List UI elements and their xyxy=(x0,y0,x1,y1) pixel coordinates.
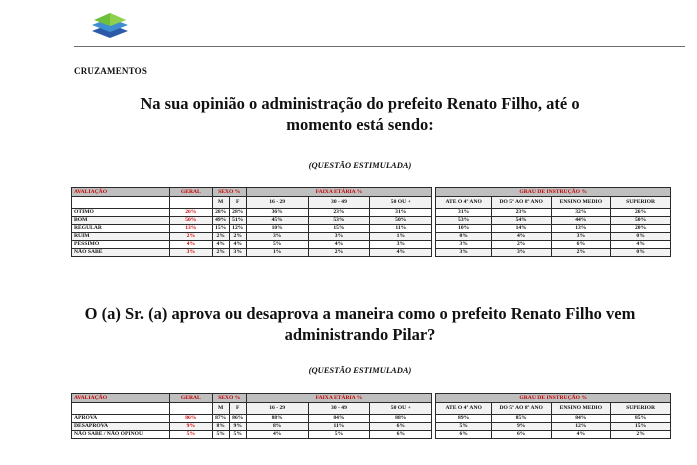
cell-f: 4% xyxy=(229,241,246,249)
cell-edu-ate-4: 3% xyxy=(436,241,491,249)
cell-edu-5-8: 4% xyxy=(491,233,551,241)
cell-edu-ate-4: 89% xyxy=(436,415,491,423)
question-1-title-line-1: Na sua opinião o administração do prefeito Renato Filho, até o xyxy=(140,94,580,113)
subheader-f: F xyxy=(229,403,246,415)
subheader-blank xyxy=(170,197,213,209)
section-label: CRUZAMENTOS xyxy=(74,66,148,76)
cell-age-30-49: 53% xyxy=(308,217,370,225)
col-header-avaliacao: AVALIAÇÃO xyxy=(72,188,170,197)
cell-age-30-49: 4% xyxy=(308,241,370,249)
cell-edu-medio: 44% xyxy=(551,217,611,225)
col-header-geral: GERAL xyxy=(170,188,213,197)
row-label: NÃO SABE xyxy=(72,249,170,257)
cell-edu-ate-4: 0% xyxy=(436,233,491,241)
cell-m: 5% xyxy=(212,431,229,439)
cell-f: 28% xyxy=(229,209,246,217)
cell-edu-5-8: 23% xyxy=(491,209,551,217)
row-label: RUIM xyxy=(72,233,170,241)
cell-age-50-plus: 50% xyxy=(370,217,432,225)
subheader-edu-medio: ENSINO MEDIO xyxy=(551,403,611,415)
cell-f: 2% xyxy=(229,233,246,241)
subheader-blank xyxy=(72,197,170,209)
cell-m: 2% xyxy=(212,249,229,257)
cell-age-50-plus: 11% xyxy=(370,225,432,233)
col-header-geral: GERAL xyxy=(170,394,213,403)
cell-m: 4% xyxy=(212,241,229,249)
cell-age-30-49: 23% xyxy=(308,209,370,217)
cell-f: 51% xyxy=(229,217,246,225)
question-1-title-line-2: momento está sendo: xyxy=(286,115,434,134)
row-label: DESAPROVA xyxy=(72,423,170,431)
col-header-grau-instrucao: GRAU DE INSTRUÇÃO % xyxy=(436,394,671,403)
subheader-edu-superior: SUPERIOR xyxy=(611,403,671,415)
cell-m: 8% xyxy=(212,423,229,431)
cell-age-16-29: 4% xyxy=(246,431,308,439)
cell-geral: 9% xyxy=(170,423,213,431)
cell-age-16-29: 88% xyxy=(246,415,308,423)
cell-age-30-49: 2% xyxy=(308,249,370,257)
col-header-faixa-etaria: FAIXA ETÁRIA % xyxy=(246,188,431,197)
cell-edu-5-8: 85% xyxy=(491,415,551,423)
subheader-edu-5-8: DO 5º AO 8º ANO xyxy=(491,197,551,209)
cell-edu-5-8: 2% xyxy=(491,241,551,249)
question-1-title xyxy=(60,93,660,135)
company-logo-icon xyxy=(88,10,132,46)
cell-age-50-plus: 6% xyxy=(370,423,432,431)
question-2-title-line-1: O (a) Sr. (a) aprova ou desaprova a maneira como o prefeito Renato Filho vem xyxy=(84,304,636,323)
cell-geral: 5% xyxy=(170,431,213,439)
cell-f: 86% xyxy=(229,415,246,423)
table-row xyxy=(72,249,671,257)
cell-edu-ate-4: 6% xyxy=(436,431,491,439)
cell-edu-ate-4: 5% xyxy=(436,423,491,431)
cell-age-16-29: 10% xyxy=(246,225,308,233)
cell-geral: 13% xyxy=(170,225,213,233)
cell-edu-5-8: 3% xyxy=(491,249,551,257)
cell-geral: 4% xyxy=(170,241,213,249)
question-2-table xyxy=(71,393,671,439)
cell-edu-superior: 0% xyxy=(611,249,671,257)
cell-age-50-plus: 31% xyxy=(370,209,432,217)
cell-edu-ate-4: 53% xyxy=(436,217,491,225)
cell-edu-medio: 84% xyxy=(551,415,611,423)
cell-age-16-29: 8% xyxy=(246,423,308,431)
col-header-faixa-etaria: FAIXA ETÁRIA % xyxy=(246,394,431,403)
question-2-subtitle: (QUESTÃO ESTIMULADA) xyxy=(308,365,412,375)
table-row xyxy=(72,209,671,217)
subheader-edu-ate-4: ATE O 4º ANO xyxy=(436,197,491,209)
cell-age-50-plus: 1% xyxy=(370,233,432,241)
col-header-grau-instrucao: GRAU DE INSTRUÇÃO % xyxy=(436,188,671,197)
cell-m: 49% xyxy=(212,217,229,225)
cell-age-50-plus: 3% xyxy=(370,241,432,249)
subheader-age-30-49: 30 - 49 xyxy=(308,403,370,415)
cell-f: 9% xyxy=(229,423,246,431)
subheader-edu-5-8: DO 5º AO 8º ANO xyxy=(491,403,551,415)
cell-edu-superior: 4% xyxy=(611,241,671,249)
cell-f: 5% xyxy=(229,431,246,439)
subheader-age-16-29: 16 - 29 xyxy=(246,403,308,415)
cell-edu-5-8: 54% xyxy=(491,217,551,225)
cell-age-50-plus: 4% xyxy=(370,249,432,257)
subheader-blank xyxy=(170,403,213,415)
cell-edu-superior: 2% xyxy=(611,431,671,439)
subheader-age-30-49: 30 - 49 xyxy=(308,197,370,209)
header-divider xyxy=(74,46,685,47)
cell-age-16-29: 45% xyxy=(246,217,308,225)
cell-edu-superior: 20% xyxy=(611,225,671,233)
row-label: NÃO SABE / NÃO OPINOU xyxy=(72,431,170,439)
cell-edu-medio: 2% xyxy=(551,249,611,257)
question-1-table xyxy=(71,187,671,257)
table-row xyxy=(72,225,671,233)
cell-edu-superior: 50% xyxy=(611,217,671,225)
cell-edu-5-8: 6% xyxy=(491,431,551,439)
cell-f: 12% xyxy=(229,225,246,233)
row-label: APROVA xyxy=(72,415,170,423)
cell-edu-5-8: 9% xyxy=(491,423,551,431)
subheader-edu-ate-4: ATE O 4º ANO xyxy=(436,403,491,415)
subheader-edu-superior: SUPERIOR xyxy=(611,197,671,209)
cell-geral: 86% xyxy=(170,415,213,423)
subheader-m: M xyxy=(212,403,229,415)
cell-m: 2% xyxy=(212,233,229,241)
table-row xyxy=(72,241,671,249)
cell-age-30-49: 11% xyxy=(308,423,370,431)
subheader-m: M xyxy=(212,197,229,209)
cell-edu-ate-4: 10% xyxy=(436,225,491,233)
col-header-avaliacao: AVALIAÇÃO xyxy=(72,394,170,403)
table-row xyxy=(72,217,671,225)
cell-age-16-29: 5% xyxy=(246,241,308,249)
row-label: REGULAR xyxy=(72,225,170,233)
col-header-sexo: SEXO % xyxy=(212,394,246,403)
table-row xyxy=(72,233,671,241)
cell-geral: 3% xyxy=(170,249,213,257)
cell-edu-ate-4: 3% xyxy=(436,249,491,257)
subheader-f: F xyxy=(229,197,246,209)
subheader-blank xyxy=(72,403,170,415)
question-2-title-line-2: administrando Pilar? xyxy=(284,325,436,344)
subheader-age-50-plus: 50 OU + xyxy=(370,403,432,415)
row-label: PÉSSIMO xyxy=(72,241,170,249)
cell-age-30-49: 5% xyxy=(308,431,370,439)
cell-m: 15% xyxy=(212,225,229,233)
cell-age-30-49: 84% xyxy=(308,415,370,423)
question-2-title xyxy=(60,303,660,345)
cell-edu-superior: 15% xyxy=(611,423,671,431)
cell-age-50-plus: 88% xyxy=(370,415,432,423)
cell-geral: 2% xyxy=(170,233,213,241)
table-row xyxy=(72,415,671,423)
cell-age-16-29: 3% xyxy=(246,233,308,241)
subheader-age-50-plus: 50 OU + xyxy=(370,197,432,209)
cell-edu-5-8: 14% xyxy=(491,225,551,233)
cell-edu-medio: 6% xyxy=(551,241,611,249)
cell-m: 28% xyxy=(212,209,229,217)
cell-edu-medio: 4% xyxy=(551,431,611,439)
table-row xyxy=(72,423,671,431)
cell-edu-superior: 26% xyxy=(611,209,671,217)
cell-edu-medio: 12% xyxy=(551,423,611,431)
cell-age-16-29: 1% xyxy=(246,249,308,257)
cell-edu-superior: 85% xyxy=(611,415,671,423)
cell-m: 87% xyxy=(212,415,229,423)
cell-age-50-plus: 6% xyxy=(370,431,432,439)
cell-age-30-49: 15% xyxy=(308,225,370,233)
row-label: OTIMO xyxy=(72,209,170,217)
col-header-sexo: SEXO % xyxy=(212,188,246,197)
table-row xyxy=(72,431,671,439)
cell-edu-medio: 32% xyxy=(551,209,611,217)
cell-age-30-49: 3% xyxy=(308,233,370,241)
cell-geral: 50% xyxy=(170,217,213,225)
cell-edu-medio: 13% xyxy=(551,225,611,233)
row-label: BOM xyxy=(72,217,170,225)
cell-edu-superior: 0% xyxy=(611,233,671,241)
cell-geral: 26% xyxy=(170,209,213,217)
question-1-subtitle: (QUESTÃO ESTIMULADA) xyxy=(308,160,412,170)
cell-f: 3% xyxy=(229,249,246,257)
cell-edu-ate-4: 31% xyxy=(436,209,491,217)
cell-edu-medio: 3% xyxy=(551,233,611,241)
subheader-age-16-29: 16 - 29 xyxy=(246,197,308,209)
cell-age-16-29: 36% xyxy=(246,209,308,217)
subheader-edu-medio: ENSINO MEDIO xyxy=(551,197,611,209)
